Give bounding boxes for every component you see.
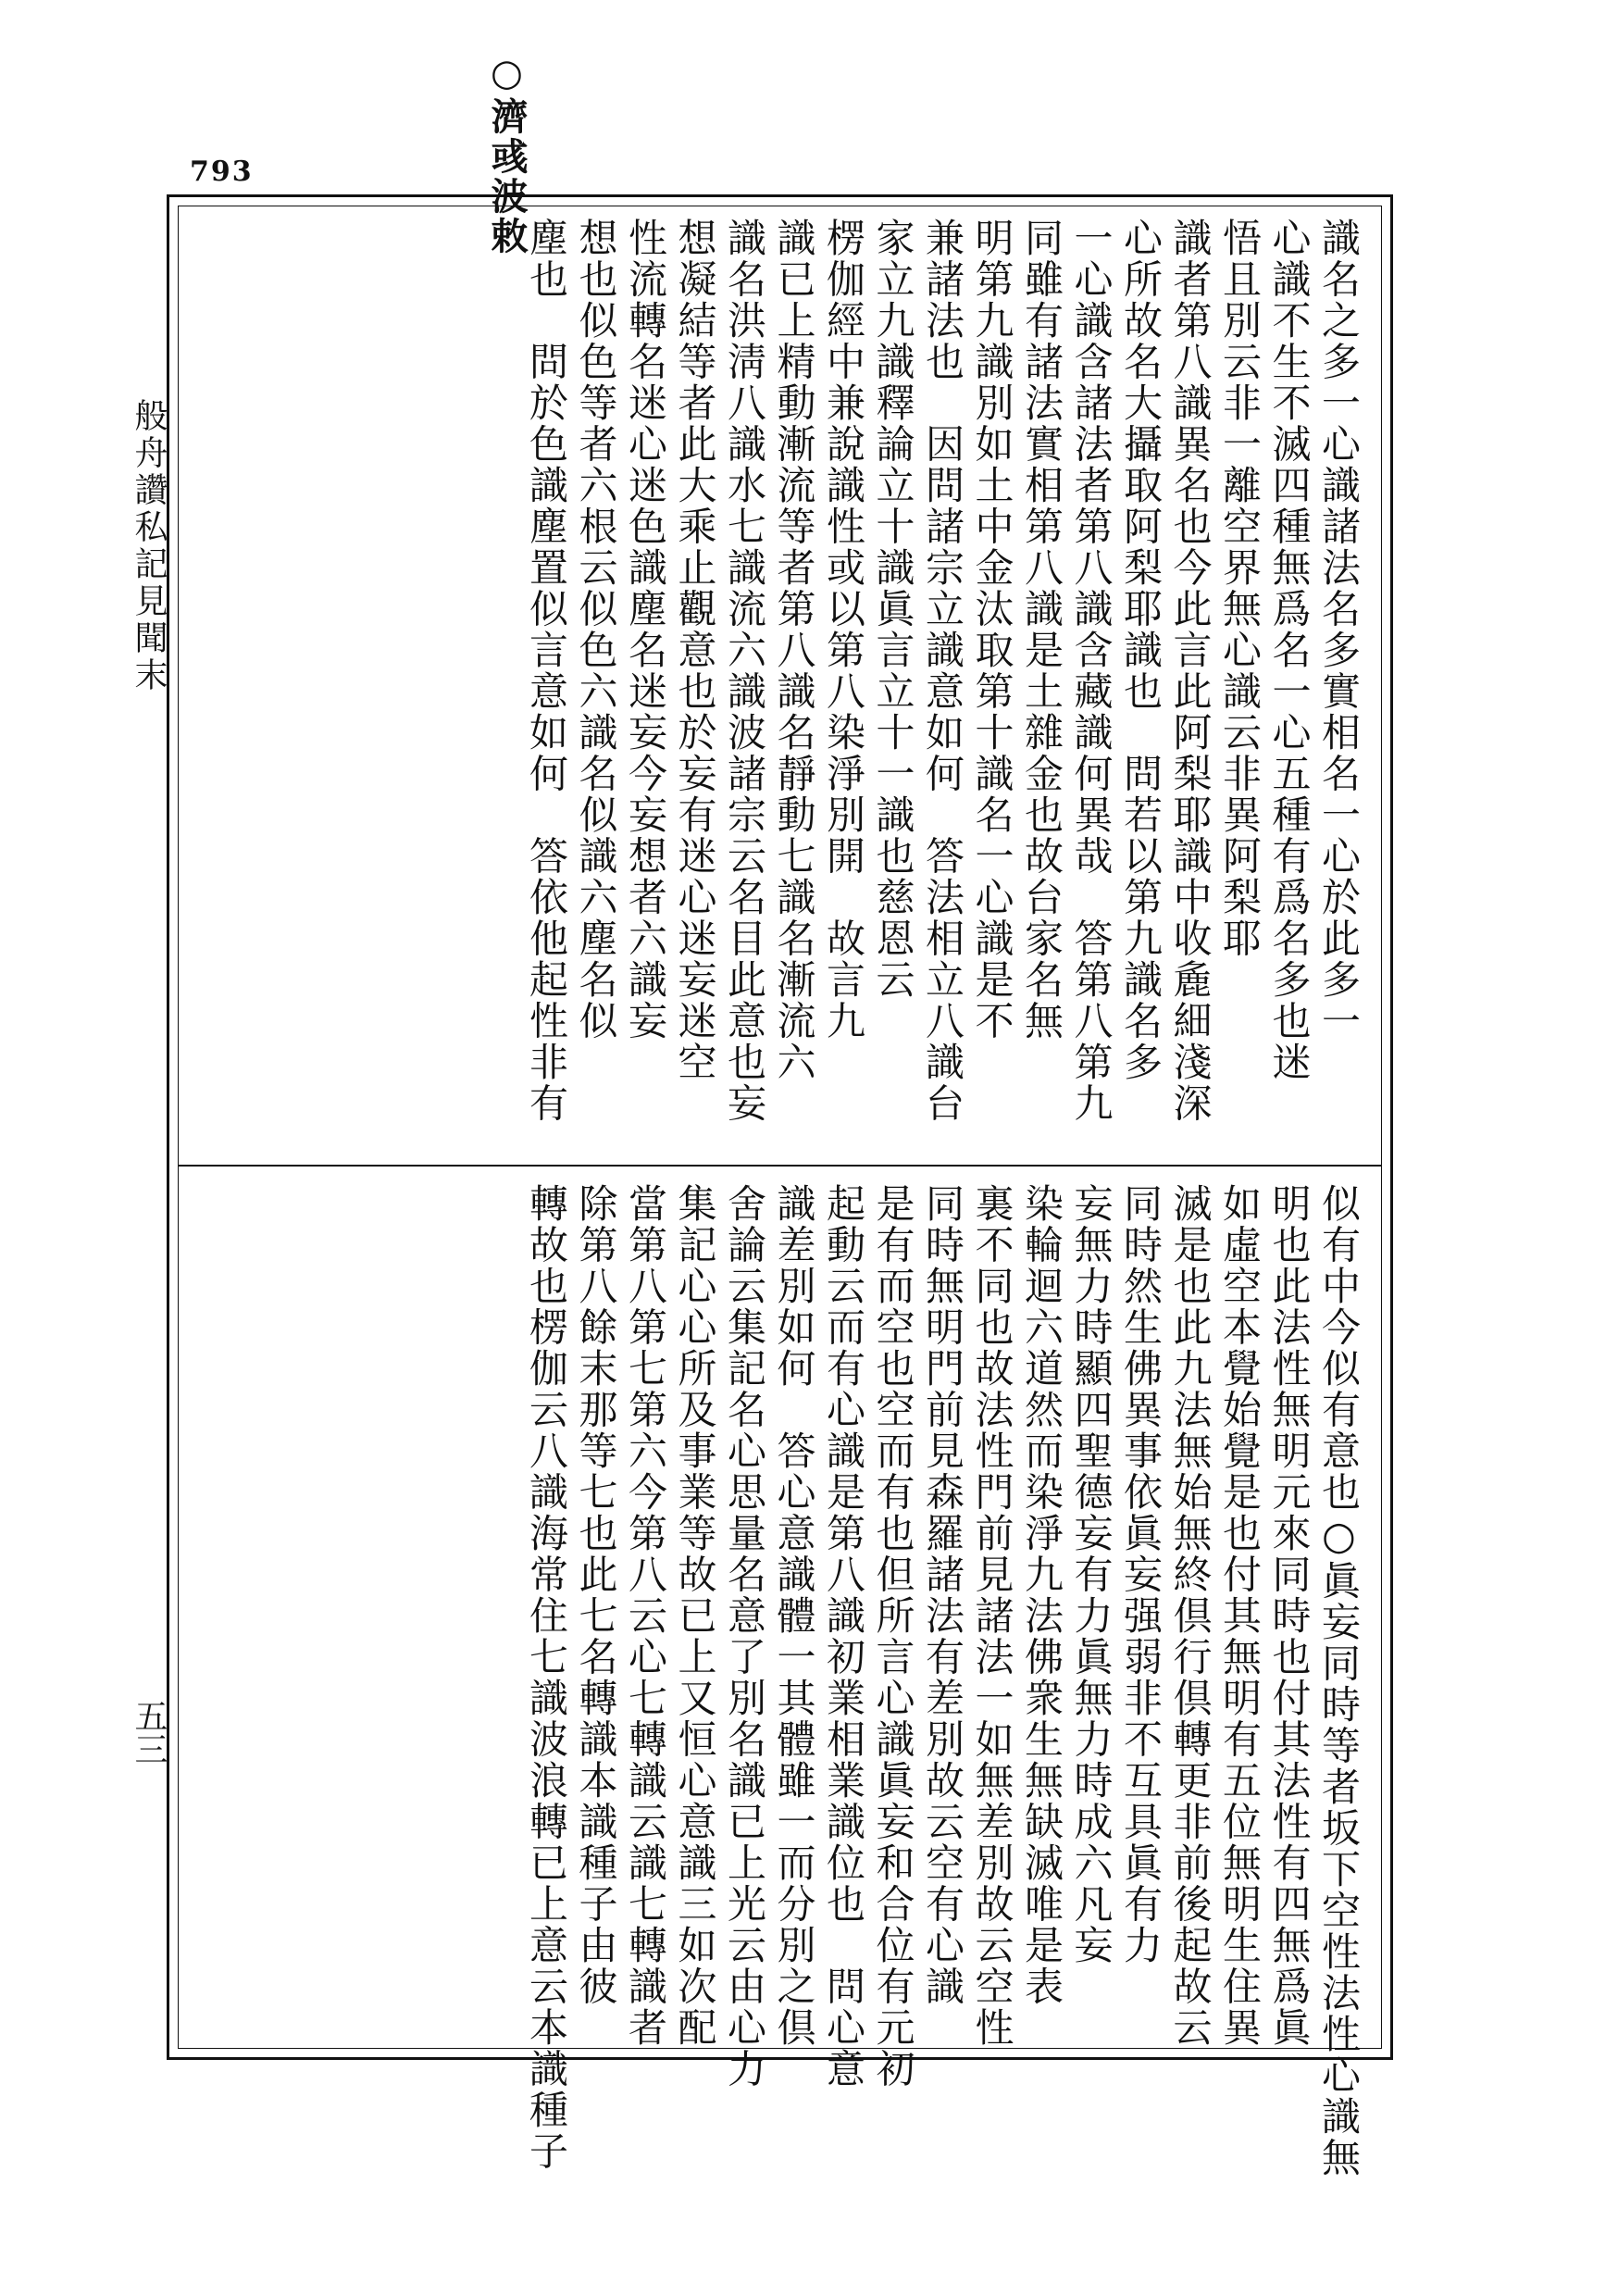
- text-line: 裏不同也故法性門前見諸法一如無差別故云空性: [969, 1183, 1015, 2049]
- text-line: 性流轉名迷心迷色識塵名迷妄今妄想者六識妄: [623, 218, 668, 1042]
- text-line: 楞伽經中兼說識性或以第八染淨別開 故言九: [821, 218, 866, 1042]
- text-line: 明第九識別如土中金汰取第十識名一心識是不: [969, 218, 1015, 1042]
- text-line: 舍論云集記名心思量名意了別名識已上光云由心力: [722, 1183, 767, 2090]
- text-line: 妄無力時顯四聖德妄有力眞無力時成六凡妄: [1068, 1183, 1114, 1966]
- section-divider: [178, 1165, 1382, 1167]
- page-number: 793: [190, 156, 254, 188]
- running-title: 般舟讚私記見聞末: [130, 398, 168, 694]
- text-line: 染輪迴六道然而染淨九法佛衆生無缺滅唯是表: [1019, 1183, 1064, 2007]
- text-line: 兼諸法也 因問諸宗立識意如何 答法相立八識台: [920, 218, 965, 1124]
- text-line: 識名洪淸八識水七識流六識波諸宗云名目此意也妄: [722, 218, 767, 1124]
- text-line: 心所故名大攝取阿梨耶識也 問若以第九識名多: [1118, 218, 1164, 1083]
- text-line: 想也似色等者六根云似色六識名似識六塵名似: [573, 218, 619, 1042]
- text-line: 集記心心所及事業等故已上又恒心意識三如次配: [672, 1183, 718, 2049]
- text-line: 心識不生不滅四種無爲名一心五種有爲名多也迷: [1266, 218, 1313, 1083]
- text-line: 似有中今似有意也○眞妄同時等者坂下空性法性心識無: [1316, 1183, 1362, 2178]
- text-line: 起動云而有心識是第八識初業相業識位也 問心意: [821, 1183, 866, 2090]
- section-heading: ○濟彧波敕: [485, 51, 529, 256]
- text-line: 明也此法性無明元來同時也付其法性有四無爲眞: [1266, 1183, 1313, 2049]
- text-line: 滅是也此九法無始無終倶行倶轉更非前後起故云: [1167, 1183, 1214, 2049]
- folio-number: 五三: [130, 1699, 168, 1766]
- text-line: 想凝結等者此大乘止觀意也於妄有迷心迷妄迷空: [672, 218, 718, 1083]
- text-line: 識者第八識異名也今此言此阿梨耶識中收麁細淺深: [1167, 218, 1214, 1124]
- text-line: 同時然生佛異事依眞妄强弱非不互具眞有力: [1118, 1183, 1164, 1966]
- text-line: 識名之多一心識諸法名多實相名一心於此多一: [1316, 218, 1362, 1042]
- text-line: 當第八第七第六今第八云心七轉識云識七轉識者: [623, 1183, 668, 2049]
- text-line: 識已上精動漸流等者第八識名靜動七識名漸流六: [771, 218, 817, 1083]
- text-line: 悟且別云非一離空界無心識云非異阿梨耶: [1217, 218, 1263, 959]
- text-line: 轉故也楞伽云八識海常住七識波浪轉已上意云本識種子: [524, 1183, 569, 2172]
- text-line: 如虛空本覺始覺是也付其無明有五位無明生住異: [1217, 1183, 1263, 2049]
- lower-text-block: [522, 1183, 1364, 2178]
- text-line: 同雖有諸法實相第八識是土雜金也故台家名無: [1019, 218, 1064, 1042]
- text-line: 是有而空也空而有也但所言心識眞妄和合位有元初: [870, 1183, 916, 2090]
- text-line: 塵也 問於色識塵置似言意如何 答依他起性非有: [524, 218, 569, 1124]
- text-line: 一心識含諸法者第八識含藏識何異哉 答第八第九: [1068, 218, 1114, 1124]
- upper-text-block: [522, 218, 1364, 1148]
- text-line: 識差別如何 答心意識體一其體雖一而分別之倶: [771, 1183, 817, 2049]
- text-line: 家立九識釋論立十識眞言立十一識也慈恩云: [870, 218, 916, 1001]
- text-line: 同時無明門前見森羅諸法有差別故云空有心識: [920, 1183, 965, 2007]
- text-line: 除第八餘末那等七也此七名轉識本識種子由彼: [573, 1183, 619, 2007]
